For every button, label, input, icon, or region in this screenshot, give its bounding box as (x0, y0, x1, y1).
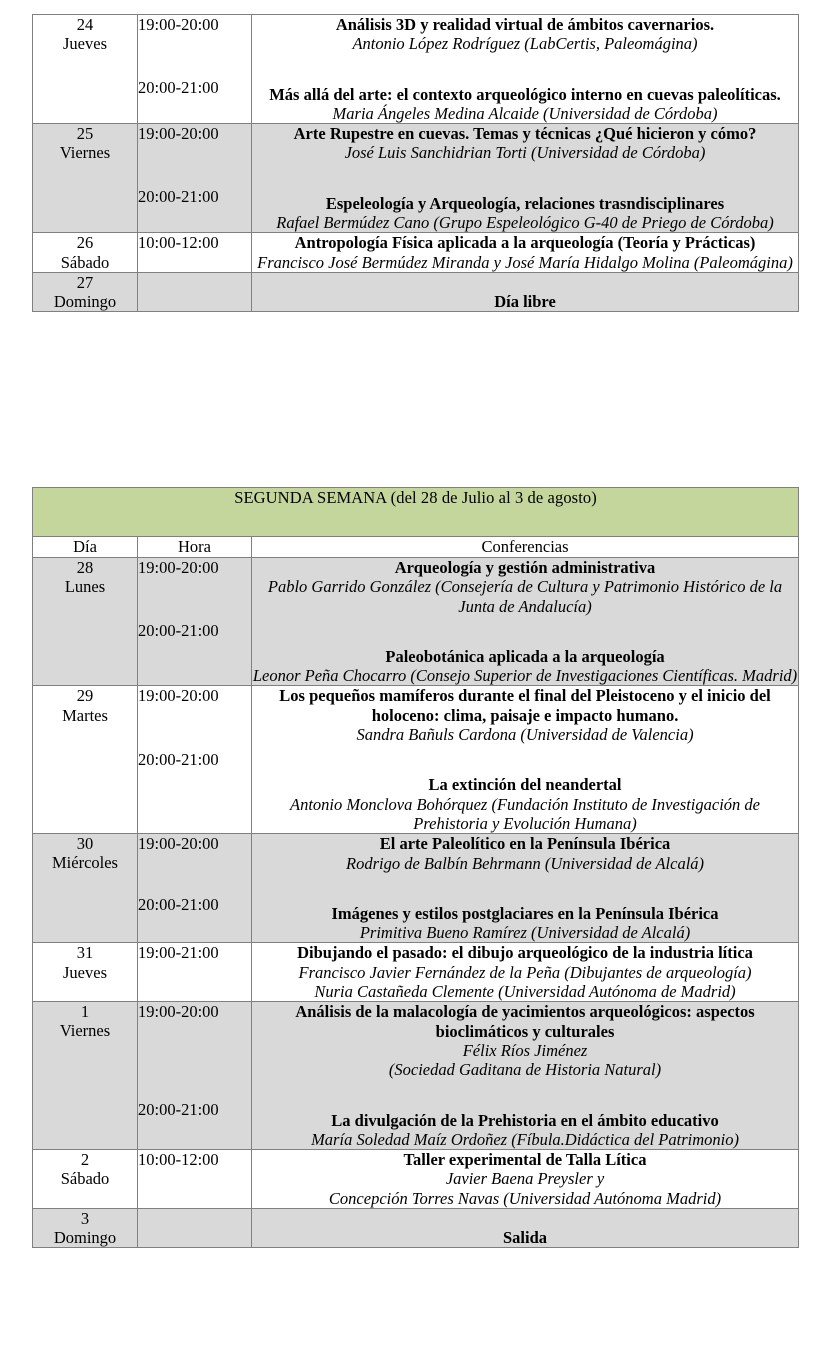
conference-title: Imágenes y estilos postglaciares en la Península Ibérica (331, 903, 719, 923)
day-cell (33, 233, 138, 273)
table-row (33, 1209, 799, 1248)
time-slot: 19:00-20:00 (138, 558, 219, 577)
conference-entry (252, 15, 798, 54)
conference-title: El arte Paleolítico en la Península Ibérica (379, 834, 671, 854)
day-cell (33, 558, 138, 686)
conference-title: Arqueología y gestión administrativa (394, 558, 656, 577)
conference-speaker: Concepción Torres Navas (Universidad Autónoma Madrid) (328, 1188, 722, 1208)
column-header-conferences: Conferencias (252, 537, 799, 558)
conference-speaker: Rodrigo de Balbín Behrmann (Universidad de Alcalá) (345, 853, 705, 873)
conference-cell (252, 15, 799, 124)
time-slot: 10:00-12:00 (138, 1150, 219, 1170)
conference-speaker: Rafael Bermúdez Cano (Grupo Espeleológico G-40 de Priego de Córdoba) (276, 213, 774, 233)
conference-cell (252, 1209, 799, 1248)
first-week-schedule-table (32, 14, 799, 312)
conference-cell (252, 558, 799, 686)
day-cell (33, 1002, 138, 1150)
conference-title: Más allá del arte: el contexto arqueológico interno en cuevas paleolíticas. (269, 84, 781, 104)
table-row (33, 233, 799, 273)
conference-entry (252, 85, 798, 124)
conference-title: La extinción del neandertal (428, 775, 622, 795)
table-row (33, 272, 799, 311)
time-slot: 19:00-20:00 (138, 686, 219, 706)
conference-speaker: Sandra Bañuls Cardona (Universidad de Valencia) (356, 725, 694, 745)
day-cell (33, 1150, 138, 1209)
time-cell (138, 558, 252, 686)
time-slot: 19:00-20:00 (138, 1002, 219, 1022)
conference-speaker: Javier Baena Preysler y (445, 1169, 605, 1189)
day-number: 27 (76, 272, 94, 292)
time-slot: 20:00-21:00 (138, 1100, 219, 1120)
day-number: 2 (80, 1150, 90, 1170)
time-slot: 20:00-21:00 (138, 621, 219, 641)
time-slot: 20:00-21:00 (138, 749, 219, 769)
time-cell (138, 834, 252, 943)
time-slot: 20:00-21:00 (138, 895, 219, 915)
day-name: Sábado (60, 1169, 110, 1189)
day-number: 28 (76, 558, 94, 577)
conference-cell (252, 124, 799, 233)
time-cell (138, 272, 252, 311)
time-slot: 20:00-21:00 (138, 78, 219, 98)
conference-speaker: José Luis Sanchidrian Torti (Universidad de Córdoba) (344, 143, 706, 163)
conference-entry (252, 1150, 798, 1208)
conference-entry (252, 943, 798, 1001)
conference-title: Paleobotánica aplicada a la arqueología (385, 646, 665, 666)
day-name: Martes (62, 705, 108, 725)
second-week-schedule-table (32, 487, 799, 1248)
conference-entry (252, 1002, 798, 1079)
time-cell (138, 1209, 252, 1248)
day-number: 29 (76, 686, 94, 706)
time-cell (138, 1150, 252, 1209)
table-row (33, 943, 799, 1002)
column-header-day: Día (33, 537, 138, 558)
conference-title: Análisis de la malacología de yacimientos arqueológicos: aspectos bioclimáticos y culturales (295, 1002, 755, 1041)
conference-entry (252, 124, 798, 163)
conference-speaker: María Soledad Maíz Ordoñez (Fíbula.Didáctica del Patrimonio) (311, 1129, 739, 1149)
column-header-time: Hora (138, 537, 252, 558)
day-name: Jueves (63, 962, 107, 982)
day-number: 30 (76, 834, 94, 854)
time-cell (138, 686, 252, 834)
conference-cell (252, 1002, 799, 1150)
table-row (33, 15, 799, 124)
table-row (33, 488, 799, 537)
conference-speaker: Leonor Peña Chocarro (Consejo Superior de Investigaciones Científicas. Madrid) (252, 666, 798, 686)
conference-speaker: Francisco Javier Fernández de la Peña (Dibujantes de arqueología) (298, 962, 752, 982)
conference-speaker: Primitiva Bueno Ramírez (Universidad de Alcalá) (359, 923, 691, 943)
day-cell (33, 686, 138, 834)
conference-title: Espeleología y Arqueología, relaciones trasndisciplinares (325, 193, 725, 213)
day-cell (33, 15, 138, 124)
conference-speaker: Pablo Garrido González (Consejería de Cultura y Patrimonio Histórico de la Junta de Andalucía) (267, 577, 783, 616)
conference-entry (252, 775, 798, 833)
day-number: 25 (76, 124, 94, 144)
conference-speaker: Maria Ángeles Medina Alcaide (Universidad de Córdoba) (332, 103, 718, 123)
conference-title: Dibujando el pasado: el dibujo arqueológico de la industria lítica (297, 943, 753, 963)
conference-title: Taller experimental de Talla Lítica (403, 1150, 647, 1170)
time-cell (138, 15, 252, 124)
day-name: Viernes (59, 1021, 111, 1041)
time-slot: 19:00-20:00 (138, 124, 219, 144)
conference-cell (252, 943, 799, 1002)
departure-label: Salida (503, 1228, 548, 1248)
conference-cell (252, 272, 799, 311)
time-slot: 19:00-20:00 (138, 834, 219, 854)
day-cell (33, 272, 138, 311)
conference-cell (252, 233, 799, 273)
conference-entry (252, 1111, 798, 1150)
conference-entry (252, 834, 798, 873)
conference-entry (252, 686, 798, 744)
conference-speaker: Antonio López Rodríguez (LabCertis, Paleomágina) (352, 34, 698, 54)
time-cell (138, 1002, 252, 1150)
conference-cell (252, 1150, 799, 1209)
table-row (33, 834, 799, 943)
conference-title: Antropología Física aplicada a la arqueología (Teoría y Prácticas) (294, 233, 756, 253)
day-name: Domingo (53, 292, 117, 312)
day-name: Lunes (64, 577, 106, 597)
free-day-label: Día libre (494, 291, 556, 311)
conference-cell (252, 686, 799, 834)
day-name: Sábado (60, 252, 110, 272)
day-number: 3 (80, 1209, 90, 1229)
day-number: 1 (80, 1002, 90, 1022)
day-number: 26 (76, 233, 94, 253)
day-cell (33, 943, 138, 1002)
time-cell (138, 124, 252, 233)
conference-entry (252, 194, 798, 233)
day-name: Jueves (63, 34, 107, 54)
table-row (33, 1150, 799, 1209)
conference-title: Análisis 3D y realidad virtual de ámbitos cavernarios. (335, 15, 715, 34)
conference-entry (252, 558, 798, 616)
day-name: Miércoles (52, 853, 118, 873)
second-week-banner: SEGUNDA SEMANA (del 28 de Julio al 3 de agosto) (33, 488, 799, 537)
day-cell (33, 1209, 138, 1248)
conference-speaker: (Sociedad Gaditana de Historia Natural) (388, 1060, 662, 1080)
conference-speaker: Nuria Castañeda Clemente (Universidad Autónoma de Madrid) (314, 982, 736, 1002)
conference-speaker: Antonio Monclova Bohórquez (Fundación Instituto de Investigación de Prehistoria y Evolución Humana) (290, 794, 761, 833)
table-row (33, 124, 799, 233)
conference-title: La divulgación de la Prehistoria en el ámbito educativo (331, 1110, 719, 1130)
conference-title: Arte Rupestre en cuevas. Temas y técnicas ¿Qué hicieron y cómo? (293, 124, 757, 144)
table-row (33, 558, 799, 686)
day-cell (33, 834, 138, 943)
conference-speaker: Félix Ríos Jiménez (462, 1040, 588, 1060)
time-slot: 19:00-21:00 (138, 943, 219, 963)
conference-speaker: Francisco José Bermúdez Miranda y José María Hidalgo Molina (Paleomágina) (257, 252, 793, 272)
conference-title: Los pequeños mamíferos durante el final del Pleistoceno y el inicio del holoceno: clima, paisaje e impacto humano. (279, 686, 771, 725)
day-name: Domingo (53, 1228, 117, 1248)
conference-entry (252, 904, 798, 943)
time-cell (138, 943, 252, 1002)
conference-cell (252, 834, 799, 943)
time-slot: 19:00-20:00 (138, 15, 219, 34)
second-week-table-wrapper (32, 487, 799, 1248)
table-row (33, 686, 799, 834)
time-slot: 20:00-21:00 (138, 187, 219, 207)
day-number: 24 (76, 15, 94, 34)
day-name: Viernes (59, 143, 111, 163)
day-number: 31 (76, 943, 94, 963)
table-header-row (33, 537, 799, 558)
conference-entry (252, 647, 798, 686)
time-slot: 10:00-12:00 (138, 233, 219, 253)
table-row (33, 1002, 799, 1150)
conference-entry (252, 233, 798, 272)
first-week-table-wrapper (32, 14, 799, 312)
day-cell (33, 124, 138, 233)
time-cell (138, 233, 252, 273)
